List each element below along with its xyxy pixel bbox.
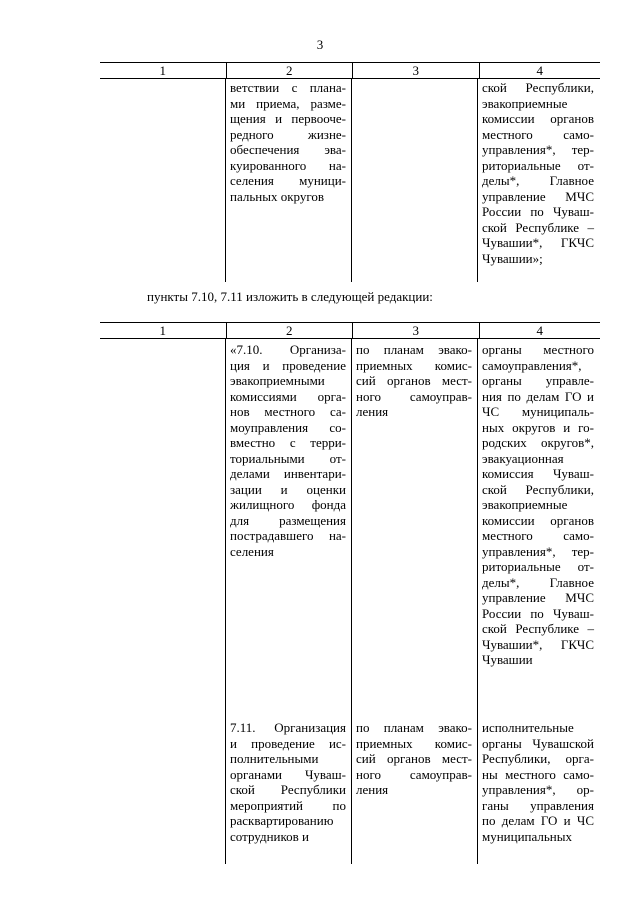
cell-line: ны местного само- — [482, 766, 594, 782]
cell-line: делы*, Главное — [482, 574, 594, 590]
cell-line: риториальные от- — [482, 157, 594, 173]
header-col-3: 3 — [353, 63, 480, 78]
cell-col-3 — [352, 339, 478, 704]
cell-line: приемных комис- — [356, 357, 472, 373]
cell-line: ных округов и го- — [482, 419, 594, 435]
cell-col-2 — [226, 339, 352, 704]
cell-line: ми приема, разме- — [230, 95, 346, 111]
cell-line: эвакуационная — [482, 450, 564, 466]
cell-line: риториальные от- — [482, 559, 594, 574]
cell-line: родских округов*, — [482, 435, 594, 450]
cell-line: комиссия Чуваш- — [482, 466, 594, 481]
cell-line: мероприятий по — [230, 797, 346, 813]
cell-line: для размещения — [230, 512, 346, 528]
table-continuation — [100, 62, 600, 282]
cell-col-4 — [478, 339, 599, 704]
cell-line: ганы управления — [482, 797, 594, 813]
cell-line: эвакоприемными — [230, 373, 325, 388]
cell-line: моуправления со- — [230, 419, 346, 435]
cell-line: ской Республики — [230, 782, 346, 797]
cell-line: ного самоуправ- — [356, 388, 472, 404]
cell-line: эвакоприемные — [482, 497, 568, 512]
cell-line: редного жизне- — [230, 126, 346, 142]
cell-line: местного само- — [482, 528, 594, 543]
cell-line: расквартированию — [230, 813, 334, 828]
cell-line: Чувашии*, ГКЧС — [482, 235, 594, 250]
cell-line: самоуправления*, — [482, 357, 582, 373]
header-col-1: 1 — [100, 323, 227, 338]
cell-line: нов местного са- — [230, 404, 346, 419]
cell-line: по делам ГО и ЧС — [482, 813, 594, 828]
cell-line: комиссиями орга- — [230, 388, 346, 404]
table-amended — [100, 322, 600, 864]
header-col-4: 4 — [536, 63, 543, 78]
cell-line: ния по делам ГО и — [482, 388, 594, 404]
cell-col-1 — [100, 704, 226, 864]
cell-line: 7.11. Организация — [230, 720, 346, 735]
cell-line: селения муници- — [230, 173, 346, 188]
cell-col-4 — [478, 704, 599, 864]
cell-line: России по Чуваш- — [482, 204, 594, 219]
cell-line: полнительными — [230, 751, 319, 766]
cell-col-2 — [226, 704, 352, 864]
cell-col-3 — [352, 79, 478, 282]
cell-line: Чувашии»; — [482, 250, 543, 266]
cell-line: ской Республики, — [482, 481, 594, 497]
cell-line: по планам эвако- — [356, 342, 472, 357]
cell-col-4 — [478, 79, 599, 282]
cell-line: управление МЧС — [482, 590, 594, 605]
cell-line: пострадавшего на- — [230, 528, 346, 543]
cell-line: пальных округов — [230, 188, 324, 204]
cell-line: и проведение ис- — [230, 735, 346, 751]
cell-line: ция и проведение — [230, 357, 346, 373]
cell-line: местного само- — [482, 126, 594, 142]
cell-line: сотрудников и — [230, 828, 309, 844]
cell-col-1 — [100, 79, 226, 282]
cell-line: исполнительные — [482, 720, 574, 735]
cell-line: ториальными от- — [230, 450, 346, 466]
cell-line: управления*, тер- — [482, 543, 594, 559]
cell-line: ской Республике – — [482, 621, 594, 636]
cell-line: органами Чуваш- — [230, 766, 346, 782]
cell-line: по планам эвако- — [356, 720, 472, 735]
header-col-1: 1 — [100, 63, 227, 78]
cell-line: делы*, Главное — [482, 173, 594, 188]
cell-line: ской Республике – — [482, 219, 594, 235]
header-col-4: 4 — [536, 323, 543, 338]
header-col-2: 2 — [227, 323, 354, 338]
cell-line: России по Чуваш- — [482, 605, 594, 621]
cell-line: ЧС муниципаль- — [482, 404, 594, 419]
cell-line: органы управле- — [482, 373, 594, 388]
cell-line: муниципальных — [482, 828, 573, 844]
cell-col-2 — [226, 79, 352, 282]
cell-line: комиссии органов — [482, 512, 594, 528]
cell-line: сий органов мест- — [356, 751, 472, 766]
cell-line: обеспечения эва- — [230, 142, 346, 157]
cell-line: ления — [356, 404, 389, 419]
table-row-7-10 — [100, 339, 600, 704]
header-col-2: 2 — [227, 63, 354, 78]
table-header-row — [100, 62, 600, 79]
cell-line: ской Республики, — [482, 80, 594, 95]
cell-line: управления*, тер- — [482, 142, 594, 157]
cell-line: Чувашии*, ГКЧС — [482, 636, 594, 652]
cell-line: вместно с терри- — [230, 435, 346, 450]
cell-line: ветствии с плана- — [230, 80, 346, 95]
cell-line: управление МЧС — [482, 188, 594, 204]
cell-line: щения и первооче- — [230, 111, 346, 126]
cell-line: зации и оценки — [230, 481, 346, 497]
cell-line: сий органов мест- — [356, 373, 472, 388]
cell-line: органы местного — [482, 342, 594, 357]
cell-line: приемных комис- — [356, 735, 472, 751]
cell-line: ного самоуправ- — [356, 766, 472, 782]
cell-line: куированного на- — [230, 157, 346, 173]
cell-line: селения — [230, 543, 274, 559]
cell-line: жилищного фонда — [230, 497, 346, 512]
cell-line: эвакоприемные — [482, 95, 568, 111]
table-row — [100, 79, 600, 282]
page-number: 3 — [316, 37, 324, 52]
cell-line: органы Чувашской — [482, 735, 594, 751]
cell-col-1 — [100, 339, 226, 704]
cell-line: Чувашии — [482, 652, 533, 667]
table-row-7-11 — [100, 704, 600, 864]
header-col-3: 3 — [353, 323, 480, 338]
amendment-paragraph: пункты 7.10, 7.11 изложить в следующей редакции: — [147, 289, 433, 304]
cell-line: ления — [356, 782, 389, 797]
cell-col-3 — [352, 704, 478, 864]
cell-line: Республики, орга- — [482, 751, 594, 766]
table-header-row — [100, 322, 600, 339]
cell-line: делами инвентари- — [230, 466, 346, 481]
cell-line: «7.10. Организа- — [230, 342, 346, 357]
cell-line: управления*, ор- — [482, 782, 594, 797]
cell-line: комиссии органов — [482, 111, 594, 126]
